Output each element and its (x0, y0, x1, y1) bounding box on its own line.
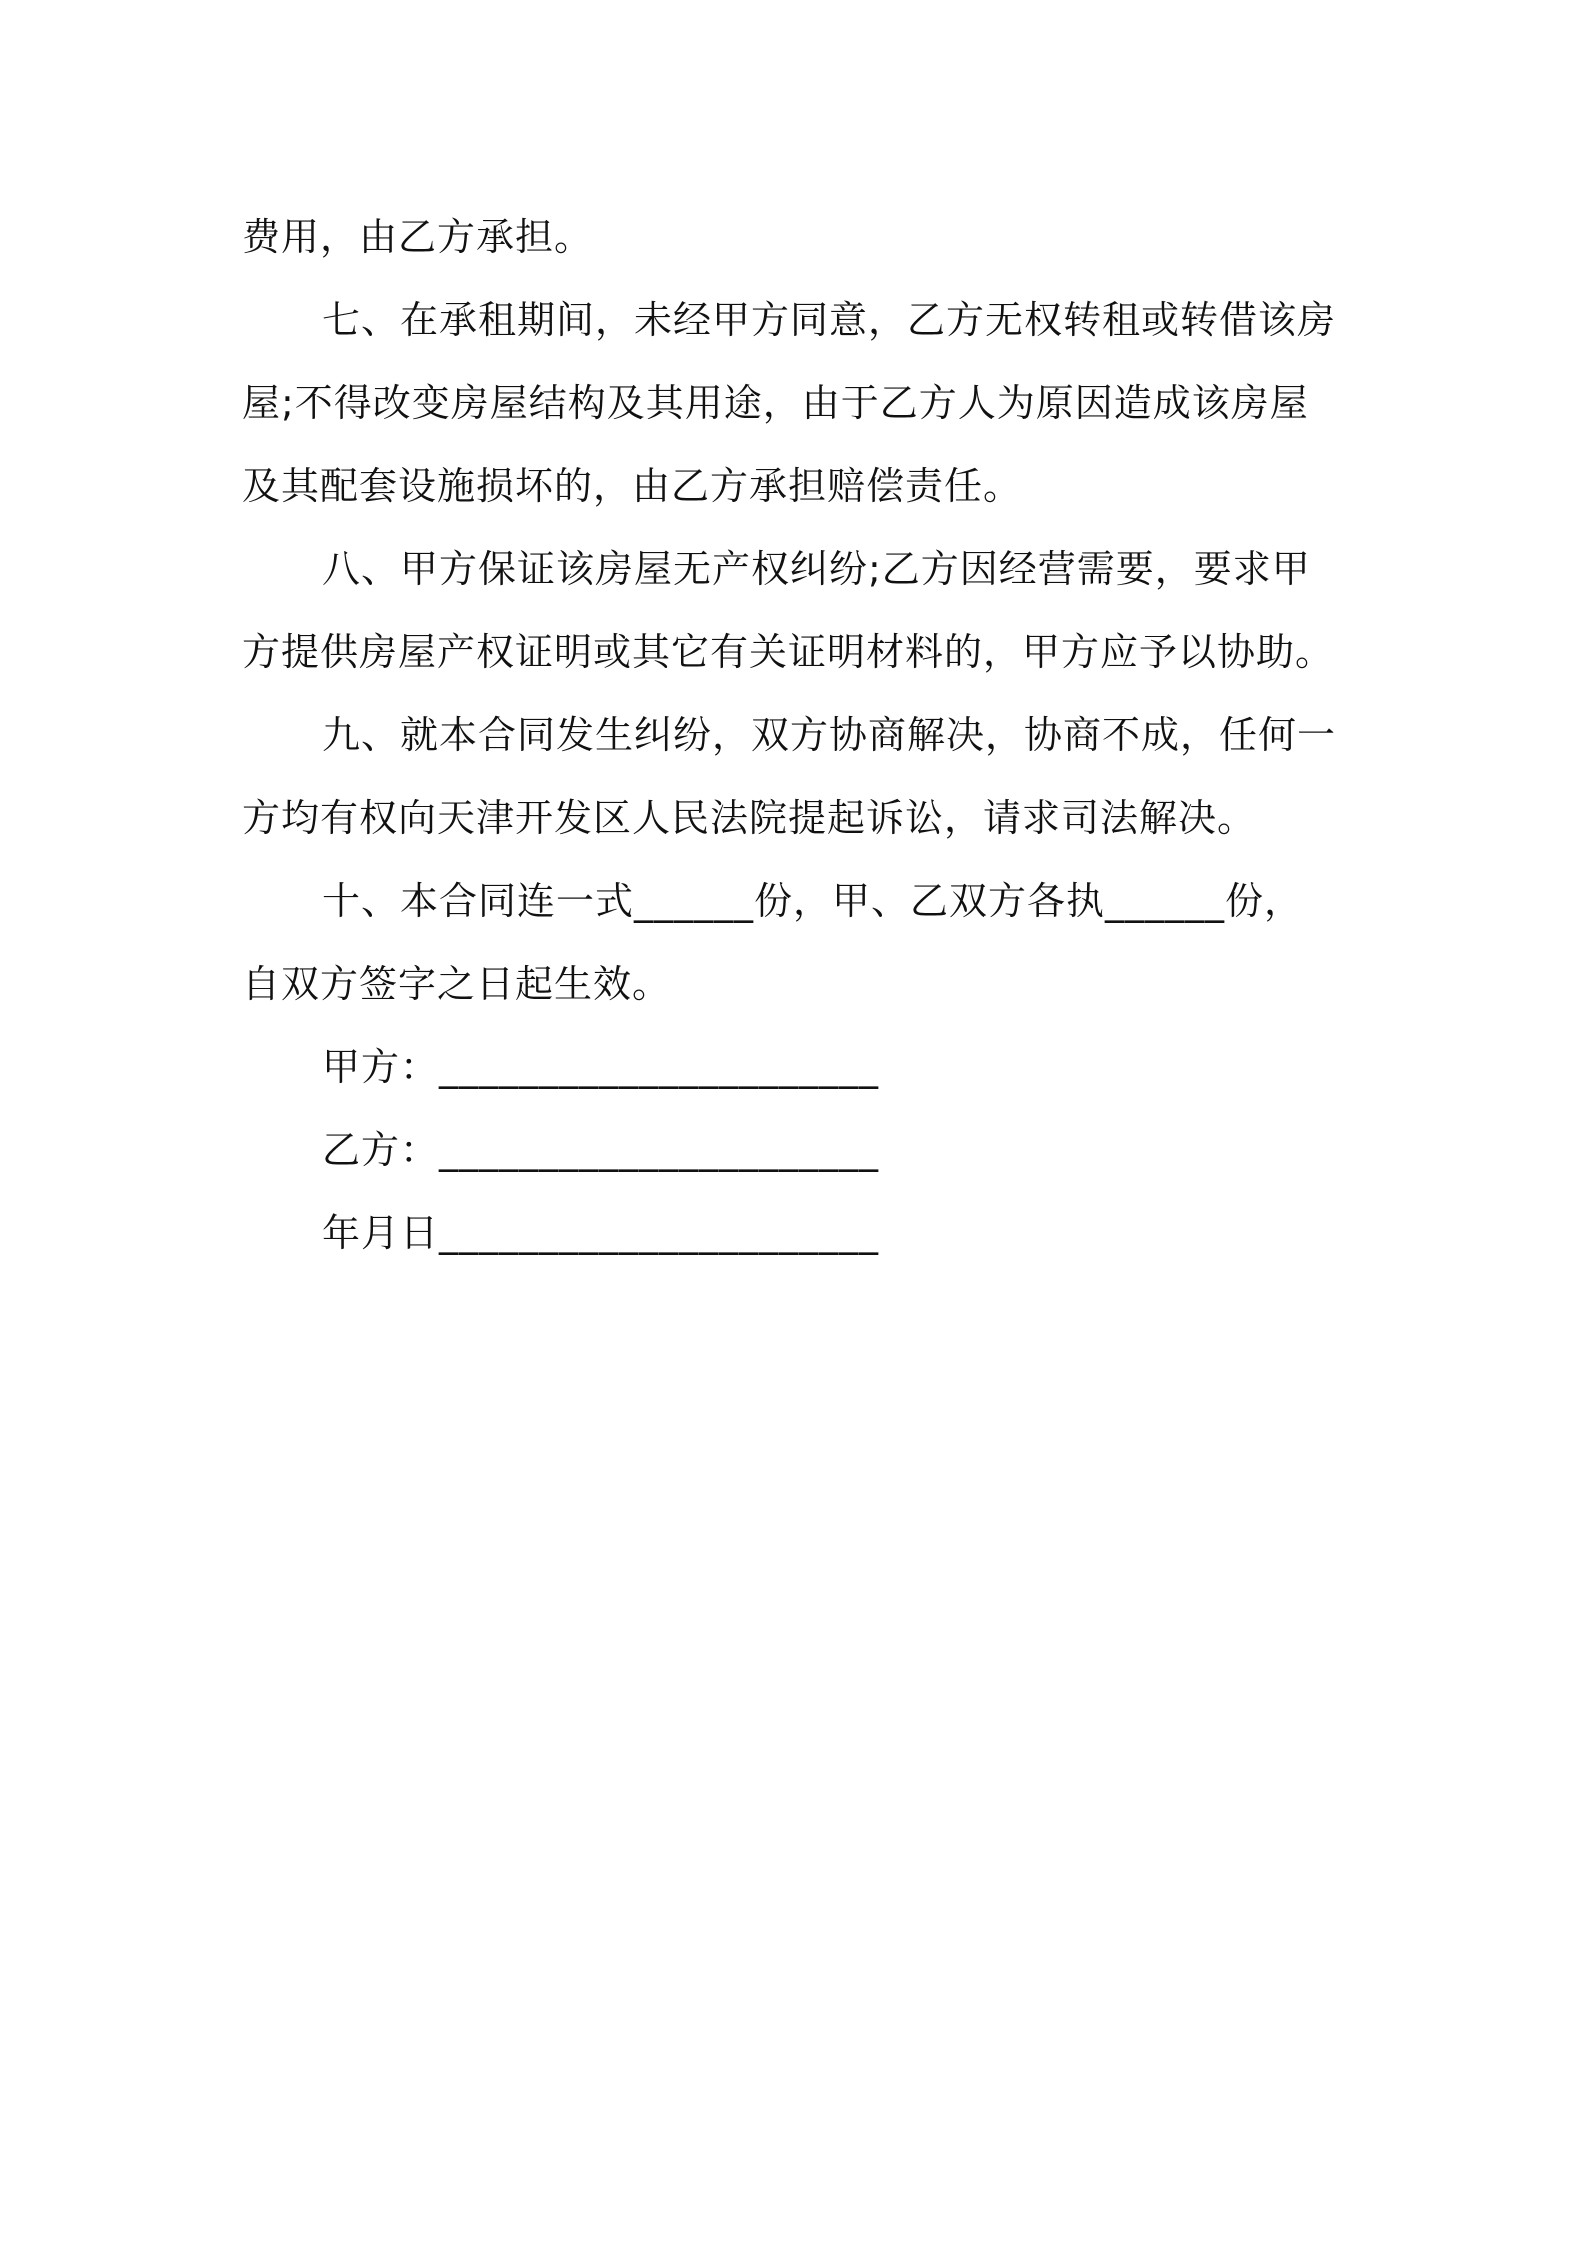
clause-7-line-2: 屋;不得改变房屋结构及其用途，由于乙方人为原因造成该房屋 (242, 381, 1309, 425)
clause-8-line-2: 方提供房屋产权证明或其它有关证明材料的，甲方应予以协助。 (242, 630, 1335, 674)
clause-9-line-2: 方均有权向天津开发区人民法院提起诉讼，请求司法解决。 (242, 796, 1257, 840)
clause-7-line-3: 及其配套设施损坏的，由乙方承担赔偿责任。 (242, 464, 1023, 508)
clause-6-end-line: 费用，由乙方承担。 (242, 215, 594, 259)
document-body (242, 196, 1362, 1275)
clause-9-line-1: 九、就本合同发生纠纷，双方协商解决，协商不成，任何一 (322, 713, 1337, 757)
clause-10-line-1: 十、本合同连一式______份，甲、乙双方各执______份， (322, 879, 1304, 923)
party-a-signature-line: 甲方：______________________ (322, 1045, 880, 1089)
clause-10-line-2: 自双方签字之日起生效。 (242, 962, 672, 1006)
clause-7-line-1: 七、在承租期间，未经甲方同意，乙方无权转租或转借该房 (322, 298, 1337, 342)
party-b-signature-line: 乙方：______________________ (322, 1128, 880, 1172)
date-signature-line: 年月日______________________ (322, 1211, 880, 1255)
clause-8-line-1: 八、甲方保证该房屋无产权纠纷;乙方因经营需要，要求甲 (322, 547, 1311, 591)
